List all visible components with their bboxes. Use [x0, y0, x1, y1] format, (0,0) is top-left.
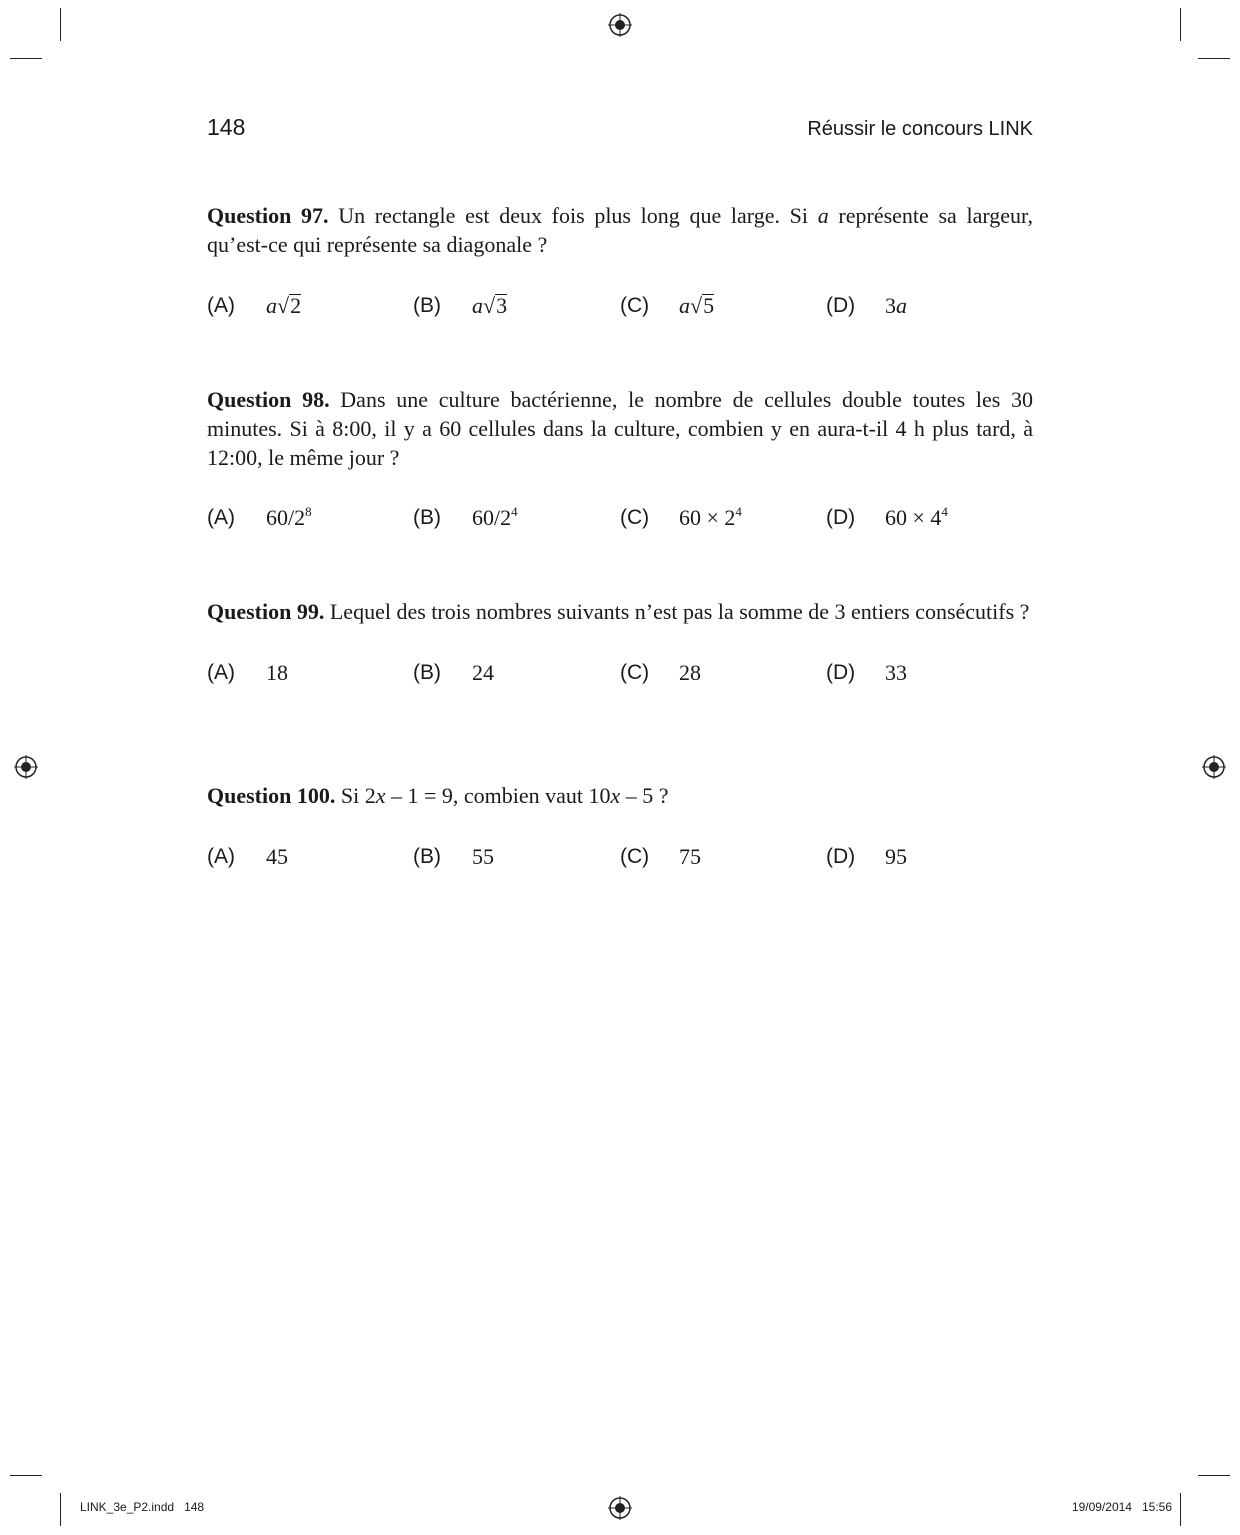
registration-mark-icon	[608, 13, 632, 37]
option-letter: (A)	[207, 845, 235, 868]
option-value: $60/2^4$	[472, 504, 518, 530]
crop-mark-top-right-h	[1198, 58, 1230, 59]
option-letter: (D)	[826, 506, 856, 529]
option-letter: (A)	[207, 294, 235, 317]
crop-mark-bottom-left-h	[10, 1475, 42, 1476]
variable: a	[817, 203, 829, 228]
option-letter: (D)	[826, 845, 856, 868]
answer-options	[207, 505, 1033, 535]
option-value: 33	[885, 660, 907, 685]
running-head: Réussir le concours LINK	[807, 118, 1033, 140]
option-letter: (A)	[207, 506, 235, 529]
option-letter: (B)	[413, 845, 441, 868]
option-value: 18	[266, 660, 288, 685]
option-value: 55	[472, 844, 494, 869]
crop-mark-bottom-left-v	[60, 1493, 61, 1526]
option-letter: (C)	[620, 506, 650, 529]
crop-mark-bottom-right-v	[1180, 1493, 1181, 1526]
registration-mark-icon	[608, 1496, 632, 1520]
answer-options	[207, 844, 1033, 874]
question-text: Question 99. Lequel des trois nombres suivants n’est pas la somme de 3 entiers consécutifs ?	[207, 599, 1030, 624]
option-value: a√3	[472, 293, 508, 318]
option-value: a√2	[266, 293, 302, 318]
question-99	[207, 597, 1033, 690]
option-value: 28	[679, 660, 701, 685]
question-100	[207, 781, 1033, 874]
option-value: $60 \times 2^4$	[679, 504, 742, 530]
slug-file: LINK_3e_P2.indd 148	[80, 1500, 205, 1514]
option-letter: (D)	[826, 294, 856, 317]
question-label: Question 97.	[207, 203, 329, 228]
option-value: 3a	[885, 293, 907, 318]
option-letter: (C)	[620, 294, 650, 317]
answer-options	[207, 293, 1033, 323]
answer-options	[207, 660, 1033, 690]
option-value: 95	[885, 844, 907, 869]
crop-mark-top-right-v	[1180, 8, 1181, 41]
question-label: Question 98.	[207, 387, 330, 412]
option-letter: (C)	[620, 845, 650, 868]
question-97	[207, 201, 1033, 323]
registration-mark-icon	[1202, 755, 1226, 779]
slug-date: 19/09/2014 15:56	[1071, 1500, 1172, 1514]
question-98	[207, 385, 1033, 535]
option-letter: (D)	[826, 661, 856, 684]
registration-mark-icon	[14, 755, 38, 779]
option-letter: (B)	[413, 506, 441, 529]
crop-mark-top-left-h	[10, 58, 42, 59]
option-value: 75	[679, 844, 701, 869]
option-value: 45	[266, 844, 288, 869]
option-letter: (B)	[413, 661, 441, 684]
question-text: Question 97. Un rectangle est deux fois plus long que large. Si a représente sa largeur, qu’est-ce qui représente sa diagonale ?	[207, 203, 1033, 257]
question-text: Question 98. Dans une culture bactérienne, le nombre de cellules double toutes les 30 minutes. Si à 8:00, il y a 60 cellules dans la culture, combien y en aura-t-il 4 h plus tard, à 12:00, le même jour ?	[207, 387, 1033, 470]
option-value: $60/2^8$	[266, 504, 312, 530]
option-value: $60 \times 4^4$	[885, 504, 948, 530]
crop-mark-top-left-v	[60, 8, 61, 41]
question-text: Question 100. Si 2x – 1 = 9, combien vaut 10x – 5 ?	[207, 783, 669, 808]
crop-mark-bottom-right-h	[1198, 1475, 1230, 1476]
option-letter: (A)	[207, 661, 235, 684]
option-letter: (B)	[413, 294, 441, 317]
option-value: a√5	[679, 293, 715, 318]
question-label: Question 99.	[207, 599, 325, 624]
page-number: 148	[207, 114, 246, 140]
question-label: Question 100.	[207, 783, 336, 808]
option-value: 24	[472, 660, 494, 685]
option-letter: (C)	[620, 661, 650, 684]
